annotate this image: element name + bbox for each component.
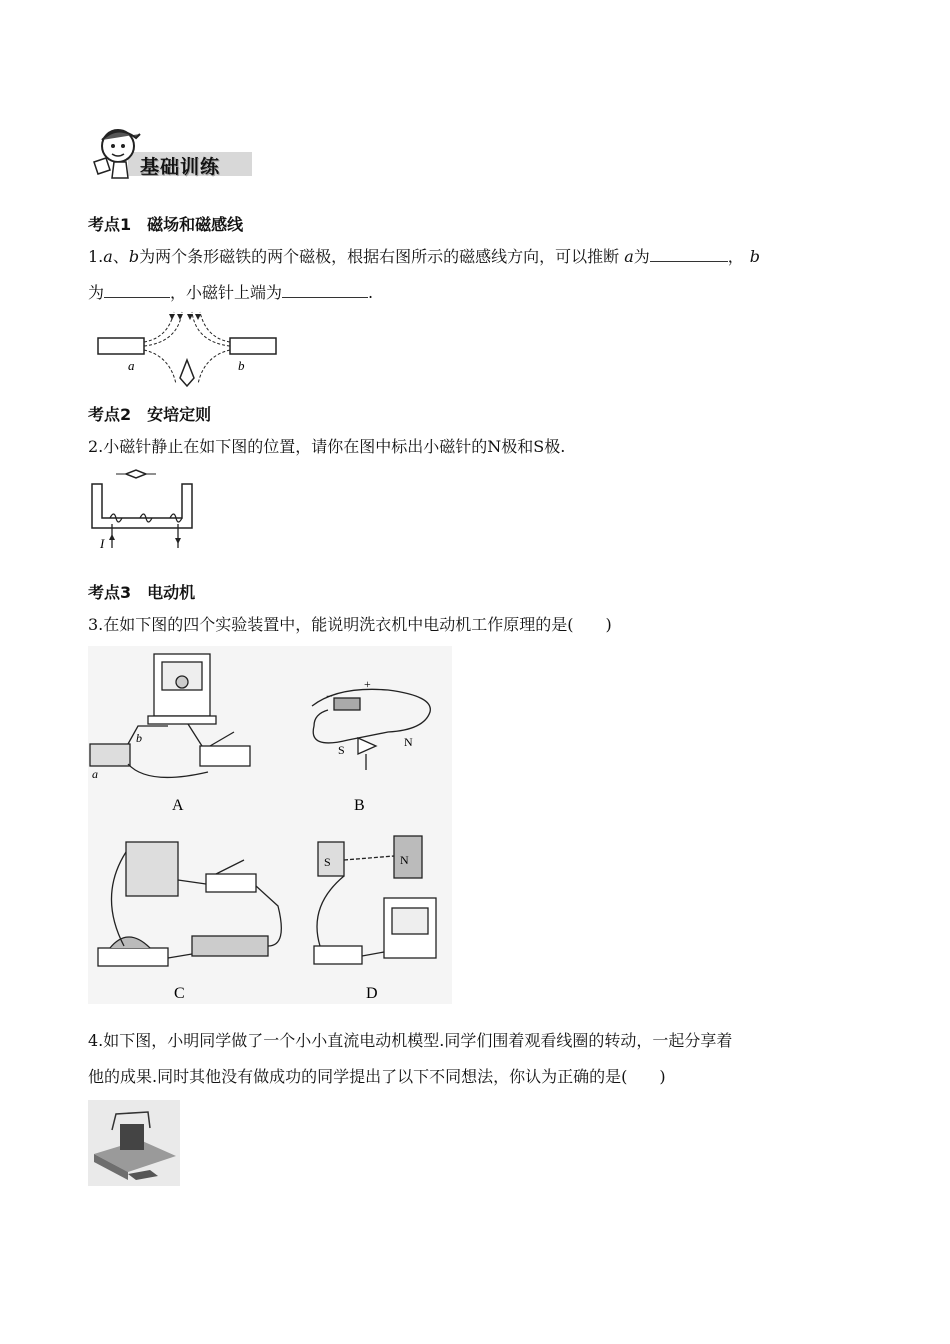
- label-option-c: C: [174, 985, 185, 1002]
- label-b-minus: −: [326, 689, 333, 703]
- label-d-n: N: [400, 853, 409, 867]
- label-b: b: [238, 358, 245, 373]
- q1-var-b: b: [128, 247, 140, 266]
- label-a-b: b: [136, 731, 142, 745]
- section2-heading: 考点2 安培定则: [88, 405, 212, 424]
- q1-number: 1.: [88, 247, 104, 266]
- section1-heading: 考点1 磁场和磁感线: [88, 215, 244, 234]
- question-1-line1: [88, 245, 878, 268]
- answer-blank-needle[interactable]: [282, 281, 368, 298]
- bar-magnet-right: [230, 338, 276, 354]
- compass-needle: [180, 360, 194, 386]
- question-3: 3.在如下图的四个实验装置中，能说明洗衣机中电动机工作原理的是( ): [88, 615, 612, 634]
- question-1-line2: [88, 281, 878, 304]
- label-b-n: N: [404, 735, 413, 749]
- q1-sep: 、: [112, 247, 129, 266]
- answer-blank-b[interactable]: [104, 281, 170, 298]
- section3-heading: 考点3 电动机: [88, 583, 196, 602]
- label-b-s: S: [338, 743, 345, 757]
- q1-var-a2: a: [624, 247, 634, 266]
- current-label: I: [100, 536, 105, 551]
- q1-line2-mid: ，小磁针上端为: [170, 283, 283, 302]
- magnetic-field-figure: [94, 308, 280, 390]
- q1-text: 为两个条形磁铁的两个磁极，根据右图所示的磁感线方向，可以推断: [139, 247, 620, 266]
- q1-comma: ，: [727, 247, 744, 266]
- compass-needle-2: [126, 470, 146, 478]
- four-apparatus-figure: [88, 646, 452, 1004]
- label-a: a: [128, 358, 135, 373]
- q1-line2-start: 为: [88, 283, 105, 302]
- label-option-a: A: [172, 797, 184, 814]
- question-4-line1: 4.如下图，小明同学做了一个小小直流电动机模型.同学们围着观看线圈的转动，一起分享着: [88, 1031, 733, 1050]
- q1-line2-end: .: [368, 283, 374, 302]
- banner-title: 基础训练: [140, 156, 221, 178]
- label-d-s: S: [324, 855, 331, 869]
- motor-model-photo: [88, 1100, 180, 1186]
- answer-blank-a[interactable]: [650, 245, 728, 262]
- label-option-b: B: [354, 797, 365, 814]
- q1-text-wei: 为: [633, 247, 650, 266]
- label-a-a: a: [92, 767, 98, 781]
- question-2: 2.小磁针静止在如下图的位置，请你在图中标出小磁针的N极和S极.: [88, 437, 566, 456]
- question-4-line2: 他的成果.同时其他没有做成功的同学提出了以下不同想法，你认为正确的是( ): [88, 1067, 666, 1086]
- bar-magnet-left: [98, 338, 144, 354]
- q1-var-a: a: [103, 247, 113, 266]
- label-b-plus: +: [364, 677, 371, 691]
- ampere-rule-figure: [88, 464, 202, 552]
- q1-var-b2: b: [749, 247, 761, 266]
- label-option-d: D: [366, 985, 378, 1002]
- field-arrows: [169, 314, 201, 320]
